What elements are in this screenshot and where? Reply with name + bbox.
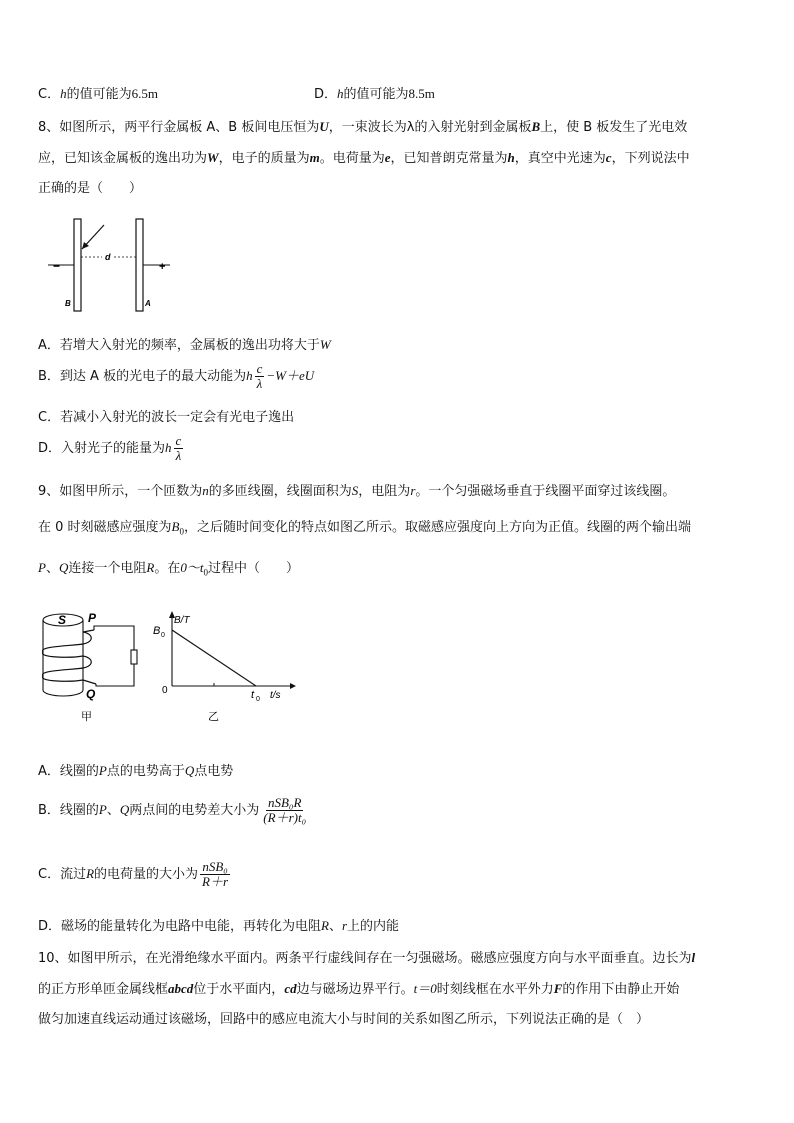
- q10-stem-line2: [38, 978, 679, 997]
- option-value: 8.5m: [408, 86, 435, 101]
- q9-stem-line2: [38, 516, 691, 537]
- var-b: B: [531, 119, 541, 134]
- subscript: 0: [179, 526, 184, 537]
- q9-option-b: [38, 796, 310, 825]
- option-text: 的值可能为: [66, 87, 132, 102]
- var-t0: t＝0: [413, 981, 437, 996]
- denominator: λ: [175, 448, 182, 463]
- fraction-c-over-lambda: [255, 362, 265, 391]
- text: 。在: [154, 561, 181, 576]
- text: 连接一个电阻: [68, 561, 147, 576]
- text: 点的电势高于: [106, 764, 185, 779]
- coil-lead-top: [83, 630, 94, 632]
- var-q: Q: [184, 763, 195, 778]
- option-text: 的值可能为: [343, 87, 409, 102]
- label-s: S: [58, 613, 67, 627]
- var-r: r: [410, 483, 416, 498]
- text: 边与磁场边界平行。: [296, 982, 414, 997]
- text: 位于水平面内，: [193, 982, 285, 997]
- text: 时刻线框在水平外力: [436, 982, 554, 997]
- text: B．线圈的: [38, 803, 99, 818]
- numerator: c: [175, 433, 182, 448]
- denominator: R＋r: [202, 874, 229, 889]
- q9-bt-graph: [150, 610, 296, 722]
- var-h: h: [165, 440, 172, 455]
- option-label: C．: [38, 87, 61, 102]
- var-s: S: [351, 483, 359, 498]
- resistor-r: [131, 650, 137, 664]
- caption-jia: 甲: [81, 711, 92, 723]
- text: 在 0 时刻磁感应强度为: [38, 520, 172, 535]
- text: A．若增大入射光的频率，金属板的逸出功将大于: [38, 338, 320, 353]
- time-range: 0～t: [180, 560, 204, 575]
- fraction-potential-difference: [261, 796, 308, 825]
- label-q: Q: [86, 687, 96, 701]
- text: 、: [328, 919, 342, 934]
- option-label: D．: [314, 87, 338, 102]
- text: 上的内能: [347, 919, 400, 934]
- q8-option-a: [38, 334, 331, 353]
- q9-option-a: [38, 760, 233, 779]
- q8-stem-line3: 正确的是（ ）: [38, 181, 143, 196]
- label-a: A: [145, 299, 151, 308]
- var-n: n: [202, 483, 209, 498]
- var-f: F: [553, 981, 563, 996]
- numerator: nSB₀: [202, 859, 228, 874]
- q9-option-c: [38, 860, 232, 889]
- denominator: (R＋r)t₀: [263, 810, 307, 825]
- var-m: m: [309, 150, 320, 165]
- coil-lead-bottom: [83, 680, 96, 684]
- plate-a: [136, 219, 143, 311]
- text: 的电荷量的大小为: [94, 867, 199, 882]
- text: 的正方形单匝金属线框: [38, 982, 169, 997]
- text: D．入射光子的能量为: [38, 441, 166, 456]
- text: ，电子的质量为: [218, 151, 310, 166]
- option-value: 6.5m: [131, 86, 158, 101]
- text: ，一束波长为λ的入射光射到金属板: [328, 120, 532, 135]
- wire-top: [94, 626, 134, 650]
- q10-stem-line3: 做匀加速直线运动通过该磁场，回路中的感应电流大小与时间的关系如图乙所示，下列说法正确的是（ ）: [38, 1012, 650, 1027]
- b0-subscript: 0: [161, 632, 165, 639]
- caption-yi: 乙: [208, 711, 219, 722]
- var-p: P: [98, 802, 107, 817]
- text: ，电阻为: [358, 484, 411, 499]
- var-p: P: [38, 560, 46, 575]
- q8-option-d: [38, 434, 185, 463]
- var-u: U: [319, 119, 329, 134]
- q8-stem-line2: [38, 147, 690, 166]
- var-c: c: [605, 150, 612, 165]
- var-p: P: [98, 763, 107, 778]
- coil-bottom: [43, 690, 83, 696]
- q10-stem-line1: [38, 947, 695, 966]
- t0-subscript: 0: [256, 696, 260, 703]
- var-r: R: [146, 560, 155, 575]
- label-b: B: [65, 299, 71, 308]
- var-q: Q: [58, 560, 69, 575]
- text: 9、如图甲所示，一个匝数为: [38, 484, 203, 499]
- text: 10、如图甲所示，在光滑绝缘水平面内。两条平行虚线间存在一匀强磁场。磁感应强度方向与水平面垂直。边长为: [38, 951, 692, 966]
- var-l: l: [691, 950, 696, 965]
- text: ，真空中光速为: [514, 151, 606, 166]
- var-r: R: [86, 866, 95, 881]
- q8-plates-figure: [44, 215, 184, 315]
- text: D．磁场的能量转化为电路中电能，再转化为电阻: [38, 919, 322, 934]
- text: 、: [45, 561, 59, 576]
- var-w: W: [319, 337, 331, 352]
- fraction-c-over-lambda: [174, 434, 184, 463]
- text: 应，已知该金属板的逸出功为: [38, 151, 208, 166]
- text: 点电势: [194, 764, 234, 779]
- x-axis-arrow-icon: [290, 683, 296, 689]
- subscript: 0: [203, 567, 208, 578]
- var-h: h: [507, 150, 515, 165]
- var-b0: B: [171, 519, 180, 534]
- var-r: R: [321, 918, 329, 933]
- var-h: h: [337, 86, 344, 101]
- text: 上，使 B 板发生了光电效: [540, 120, 688, 135]
- q8-option-c: C．若减小入射光的波长一定会有光电子逸出: [38, 410, 295, 425]
- text: C．流过: [38, 867, 87, 882]
- q9-option-d: [38, 915, 399, 934]
- text: 的作用下由静止开始: [562, 982, 680, 997]
- q9-stem-line1: [38, 480, 675, 499]
- plate-b: [74, 219, 81, 311]
- expression-tail: −W＋eU: [266, 368, 315, 383]
- b-decay-line: [172, 630, 256, 686]
- t0-label: t: [251, 689, 255, 701]
- text: 两点间的电势差大小为: [129, 803, 260, 818]
- q7-option-d: [314, 83, 435, 102]
- text: 。电荷量为: [319, 151, 385, 166]
- var-e: e: [384, 150, 391, 165]
- denominator: λ: [256, 376, 263, 391]
- text: B．到达 A 板的光电子的最大动能为: [38, 369, 247, 384]
- numerator: nSB₀R: [267, 795, 302, 810]
- label-p: P: [88, 611, 97, 625]
- y-axis-label: B/T: [174, 615, 190, 626]
- label-minus: −: [53, 259, 61, 273]
- var-abcd: abcd: [168, 981, 194, 996]
- origin-label: 0: [162, 685, 168, 696]
- text: ，已知普朗克常量为: [390, 151, 508, 166]
- text: A．线圈的: [38, 764, 99, 779]
- q9-coil-figure: [36, 606, 146, 724]
- wire-bottom: [96, 664, 134, 686]
- b0-label: B: [153, 625, 161, 637]
- label-d: d: [105, 252, 111, 262]
- x-axis-label: t/s: [270, 690, 281, 701]
- q8-stem-line1: [38, 116, 687, 135]
- var-q: Q: [119, 802, 130, 817]
- text: 的多匝线圈，线圈面积为: [208, 484, 352, 499]
- label-plus: +: [159, 261, 166, 273]
- var-h: h: [60, 86, 67, 101]
- text: ，下列说法中: [611, 151, 690, 166]
- coil-windings: [43, 632, 92, 681]
- text: 、: [106, 803, 120, 818]
- text: ，之后随时间变化的特点如图乙所示。取磁感应强度向上方向为正值。线圈的两个输出端: [184, 520, 692, 535]
- numerator: c: [256, 361, 263, 376]
- q8-option-b: [38, 362, 314, 391]
- var-h: h: [246, 368, 253, 383]
- q7-option-c: [38, 83, 158, 102]
- var-cd: cd: [284, 981, 297, 996]
- var-r-small: r: [341, 918, 348, 933]
- fraction-charge: [200, 860, 230, 889]
- text: 过程中（ ）: [207, 561, 299, 576]
- text: 8、如图所示，两平行金属板 A、B 板间电压恒为: [38, 120, 320, 135]
- q9-stem-line3: [38, 557, 299, 578]
- var-w: W: [207, 150, 219, 165]
- text: 。一个匀强磁场垂直于线圈平面穿过该线圈。: [415, 484, 676, 499]
